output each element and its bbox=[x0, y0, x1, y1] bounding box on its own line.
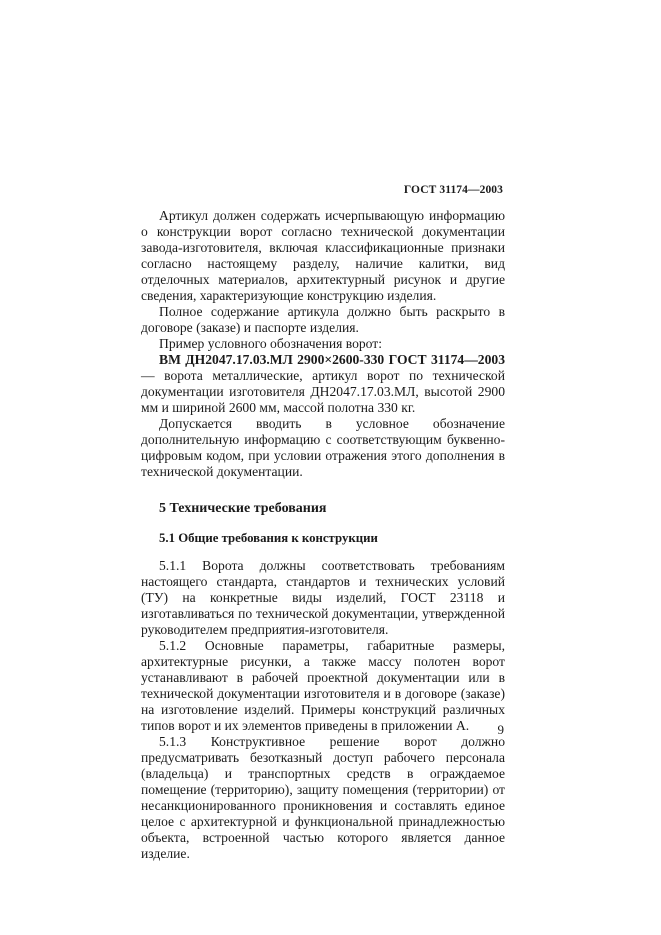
spacer bbox=[141, 480, 505, 500]
clause-5-1-2: 5.1.2 Основные параметры, габаритные размеры, архитектурные рисунки, а также массу полотен ворот устанавливают в рабочей проектной документации или в технической документации изготовителя и в договоре (заказе) на изготовление изделий. Примеры конструкций различных типов ворот и их элементов приведены в приложении А. bbox=[141, 638, 505, 733]
spacer bbox=[141, 546, 505, 558]
designation-code: ВМ ДН2047.17.03.МЛ 2900×2600-330 ГОСТ 31174—2003 bbox=[159, 352, 505, 367]
paragraph-additional-info: Допускается вводить в условное обозначение дополнительную информацию с соответствующим буквенно-цифровым кодом, при условии отражения этого дополнения в технической документации. bbox=[141, 416, 505, 479]
document-body bbox=[141, 208, 505, 862]
spacer bbox=[141, 518, 505, 530]
paragraph-example-designation bbox=[141, 352, 505, 416]
clause-5-1-3: 5.1.3 Конструктивное решение ворот должно предусматривать безотказный доступ рабочего персонала (владельца) и транспортных средств в ограждаемое помещение (территорию), защиту помещения (территории) от несанкционированного проникновения и составлять единое целое с архитектурной и функциональной принадлежностью объекта, встроенной частью которого является данное изделие. bbox=[141, 734, 505, 861]
page-number: 9 bbox=[497, 722, 504, 737]
section-heading: 5 Технические требования bbox=[159, 501, 327, 516]
standard-code-header: ГОСТ 31174—2003 bbox=[403, 184, 503, 196]
paragraph-article-contents: Артикул должен содержать исчерпывающую информацию о конструкции ворот согласно технической документации завода-изготовителя, включая классификационные признаки согласно настоящему разделу, наличие калитки, вид отделочных материалов, архитектурный рисунок и другие сведения, характеризующие конструкцию изделия. bbox=[141, 208, 505, 303]
paragraph-article-disclosure: Полное содержание артикула должно быть раскрыто в договоре (заказе) и паспорте изделия. bbox=[141, 304, 505, 335]
clause-5-1-1: 5.1.1 Ворота должны соответствовать требованиям настоящего стандарта, стандартов и технических условий (ТУ) на конкретные виды изделий, ГОСТ 23118 и изготавливаться по технической документации, утвержденной руководителем предприятия-изготовителя. bbox=[141, 558, 505, 637]
designation-description: — ворота металлические, артикул ворот по технической документации изготовителя ДН2047.17.03.МЛ, высотой 2900 мм и шириной 2600 мм, массой полотна 330 кг. bbox=[141, 368, 505, 415]
paragraph-example-intro: Пример условного обозначения ворот: bbox=[159, 336, 383, 351]
subsection-heading: 5.1 Общие требования к конструкции bbox=[159, 531, 378, 545]
